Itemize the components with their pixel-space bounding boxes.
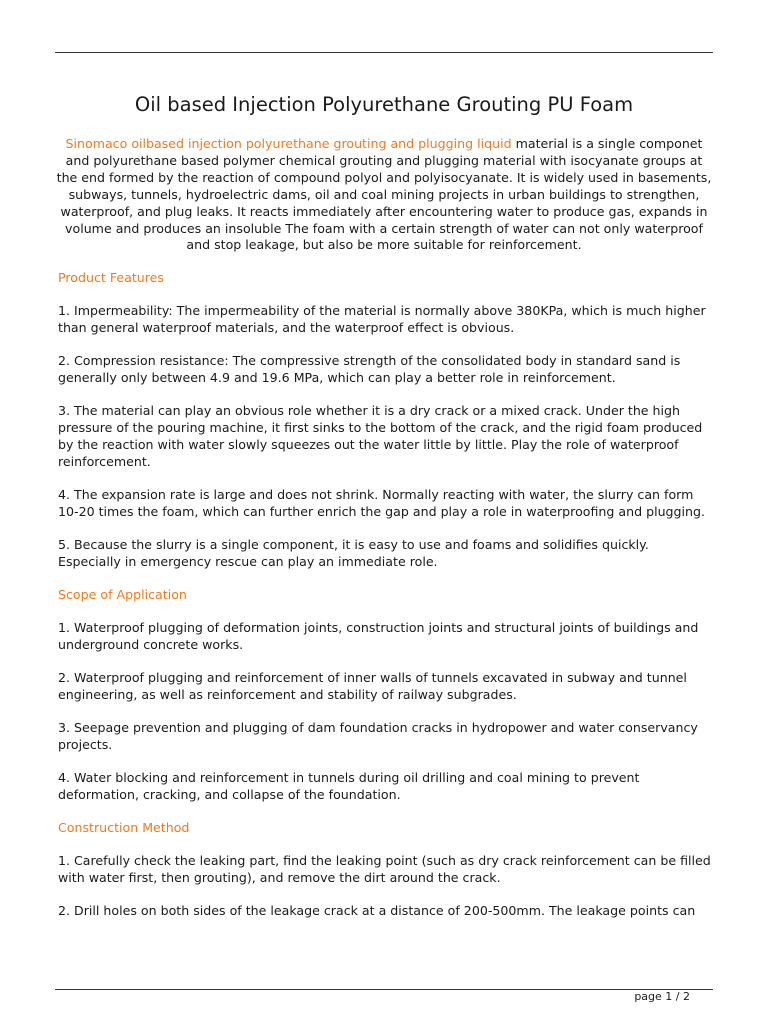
page-number: page 1 / 2: [634, 990, 690, 1003]
document-body: [58, 269, 713, 935]
feature-item: 1. Impermeability: The impermeability of the material is normally above 380KPa, which is much higher than general waterproof materials, and the waterproof effect is obvious.: [58, 303, 706, 335]
method-item: 2. Drill holes on both sides of the leakage crack at a distance of 200-500mm. The leakage points can: [58, 903, 696, 918]
application-item: 2. Waterproof plugging and reinforcement of inner walls of tunnels excavated in subway and tunnel engineering, as well as reinforcement and stability of railway subgrades.: [58, 670, 687, 702]
application-item: 1. Waterproof plugging of deformation joints, construction joints and structural joints of buildings and underground concrete works.: [58, 620, 699, 652]
section-product-features: [58, 269, 713, 570]
page-title: Oil based Injection Polyurethane Grouting PU Foam: [134, 93, 634, 116]
section-heading: Product Features: [58, 270, 164, 285]
method-item: 1. Carefully check the leaking part, find the leaking point (such as dry crack reinforcement can be filled with water first, then grouting), and remove the dirt around the crack.: [58, 853, 711, 885]
section-scope-of-application: [58, 586, 713, 803]
feature-item: 3. The material can play an obvious role whether it is a dry crack or a mixed crack. Under the high pressure of the pouring machine, it first sinks to the bottom of the crack, and the rigid foam produced by the reaction with water slowly squeezes out the water little by little. Play the role of waterproof reinforcement.: [58, 403, 703, 469]
product-link[interactable]: Sinomaco oilbased injection polyurethane grouting and plugging liquid: [65, 136, 512, 151]
footer-rule: [55, 989, 713, 990]
feature-item: 4. The expansion rate is large and does not shrink. Normally reacting with water, the slurry can form 10-20 times the foam, which can further enrich the gap and play a role in waterproofing and plugging.: [58, 487, 706, 519]
section-heading: Construction Method: [58, 820, 190, 835]
feature-item: 2. Compression resistance: The compressive strength of the consolidated body in standard sand is generally only between 4.9 and 19.6 MPa, which can play a better role in reinforcement.: [58, 353, 681, 385]
feature-item: 5. Because the slurry is a single component, it is easy to use and foams and solidifies quickly. Especially in emergency rescue can play an immediate role.: [58, 537, 649, 569]
intro-text: material is a single componet and polyurethane based polymer chemical grouting and plugging material with isocyanate groups at the end formed by the reaction of compound polyol and polyisocyanate. It is widely used in basements, subways, tunnels, hydroelectric dams, oil and coal mining projects in urban buildings to strengthen, waterproof, and plug leaks. It reacts immediately after encountering water to produce gas, expands in volume and produces an insoluble The foam with a certain strength of water can not only waterproof and stop leakage, but also be more suitable for reinforcement.: [56, 136, 712, 253]
application-item: 4. Water blocking and reinforcement in tunnels during oil drilling and coal mining to prevent deformation, cracking, and collapse of the foundation.: [58, 770, 640, 802]
application-item: 3. Seepage prevention and plugging of dam foundation cracks in hydropower and water conservancy projects.: [58, 720, 698, 752]
header-rule: [55, 52, 713, 53]
section-construction-method: [58, 819, 713, 919]
section-heading: Scope of Application: [58, 587, 187, 602]
intro-paragraph: [55, 136, 713, 254]
